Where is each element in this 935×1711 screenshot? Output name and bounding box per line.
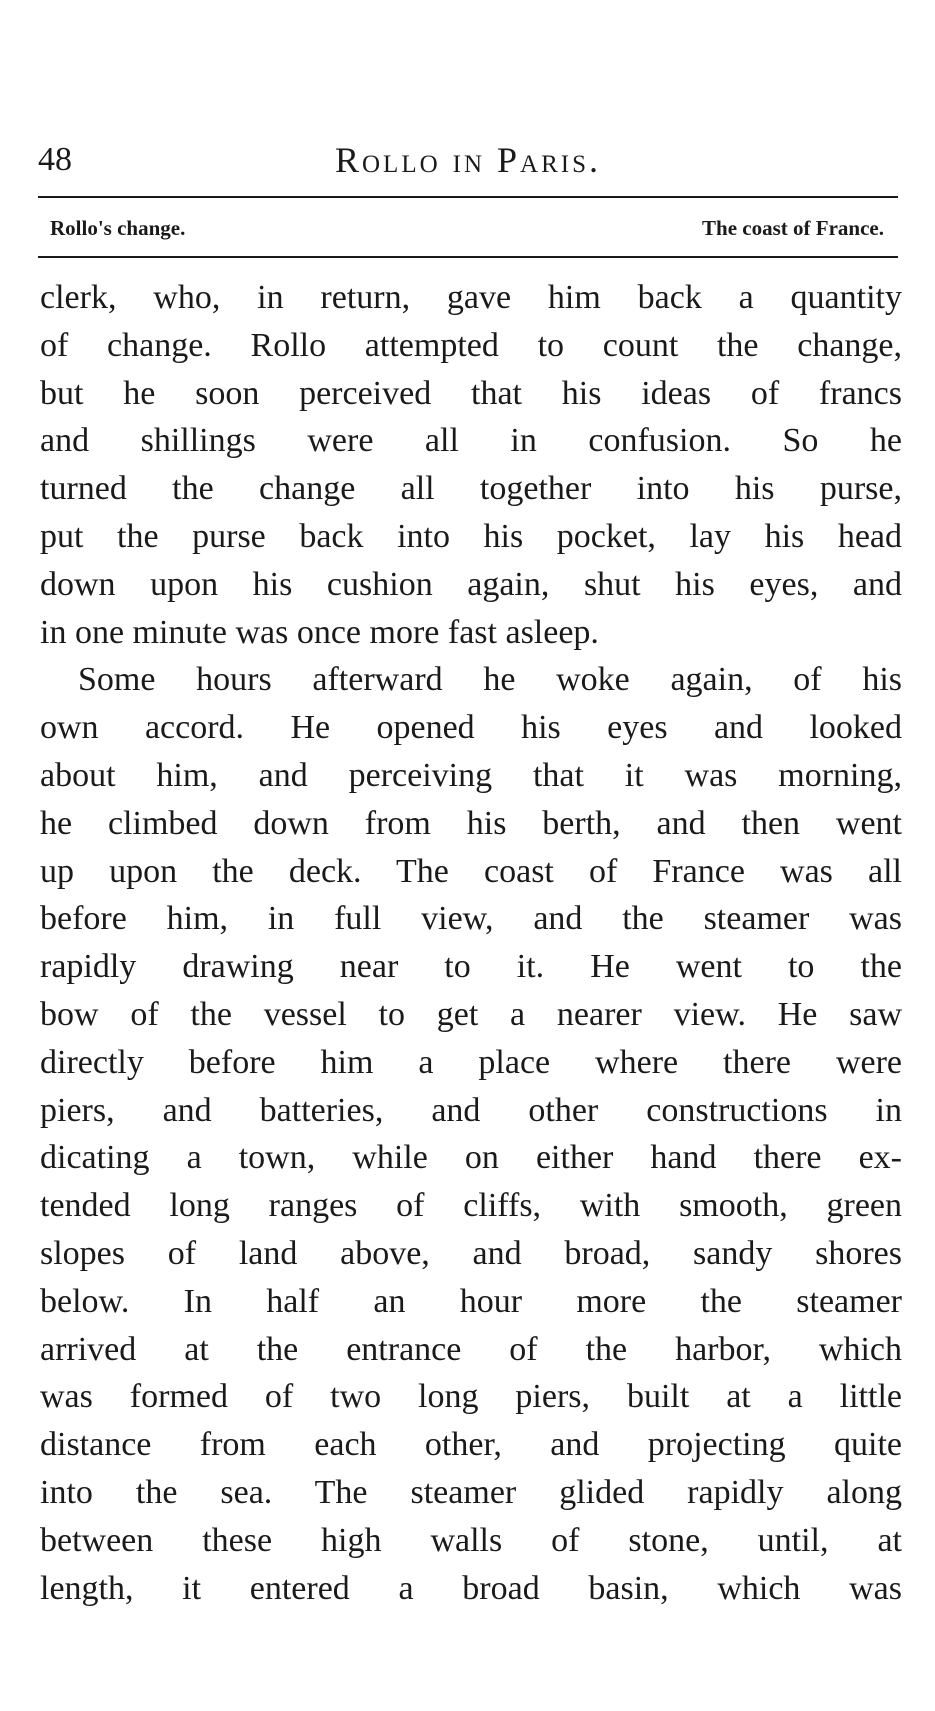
text-line: he climbed down from his berth, and then went (40, 804, 902, 842)
text-line: directly before him a place where there were (40, 1043, 902, 1081)
subhead-right: The coast of France. (702, 216, 884, 240)
book-title: Rollo in Paris. (334, 140, 602, 180)
text-line: rapidly drawing near to it. He went to the (40, 948, 902, 986)
text-line: length, it entered a broad basin, which was (40, 1569, 902, 1607)
text-line: tended long ranges of cliffs, with smooth, green (40, 1187, 902, 1225)
text-line: own accord. He opened his eyes and looked (40, 709, 902, 747)
text-line: put the purse back into his pocket, lay his head (40, 517, 902, 555)
text-line: distance from each other, and projecting quite (40, 1426, 902, 1464)
text-line: clerk, who, in return, gave him back a quantity (40, 279, 902, 316)
running-head (38, 138, 898, 182)
text-line: before him, in full view, and the steamer was (40, 900, 902, 938)
header-rule-bottom (38, 256, 898, 258)
text-line: in one minute was once more fast asleep. (40, 613, 599, 651)
text-line: piers, and batteries, and other constructions in (40, 1091, 902, 1129)
subhead-left: Rollo's change. (50, 216, 186, 240)
text-line: below. In half an hour more the steamer (40, 1282, 902, 1320)
text-line: of change. Rollo attempted to count the change, (40, 326, 902, 364)
section-subheads (50, 208, 884, 248)
text-line: between these high walls of stone, until, at (40, 1521, 902, 1559)
text-line: but he soon perceived that his ideas of francs (40, 374, 902, 412)
header-rule-top (38, 196, 898, 198)
page-number: 48 (38, 141, 72, 178)
text-line: turned the change all together into his purse, (40, 470, 902, 508)
text-line: up upon the deck. The coast of France was all (40, 852, 902, 890)
text-line: arrived at the entrance of the harbor, which (40, 1330, 902, 1368)
text-line: dicating a town, while on either hand there ex- (40, 1139, 902, 1177)
text-line: into the sea. The steamer glided rapidly along (40, 1473, 902, 1511)
body-text (40, 274, 902, 1612)
text-line: down upon his cushion again, shut his eyes, and (40, 565, 902, 603)
text-line: Some hours afterward he woke again, of his (78, 661, 902, 699)
text-line: was formed of two long piers, built at a little (40, 1378, 902, 1416)
text-line: about him, and perceiving that it was morning, (40, 756, 902, 794)
text-line: bow of the vessel to get a nearer view. He saw (40, 995, 902, 1033)
text-line: and shillings were all in confusion. So he (40, 422, 902, 460)
text-line: slopes of land above, and broad, sandy shores (40, 1234, 902, 1272)
